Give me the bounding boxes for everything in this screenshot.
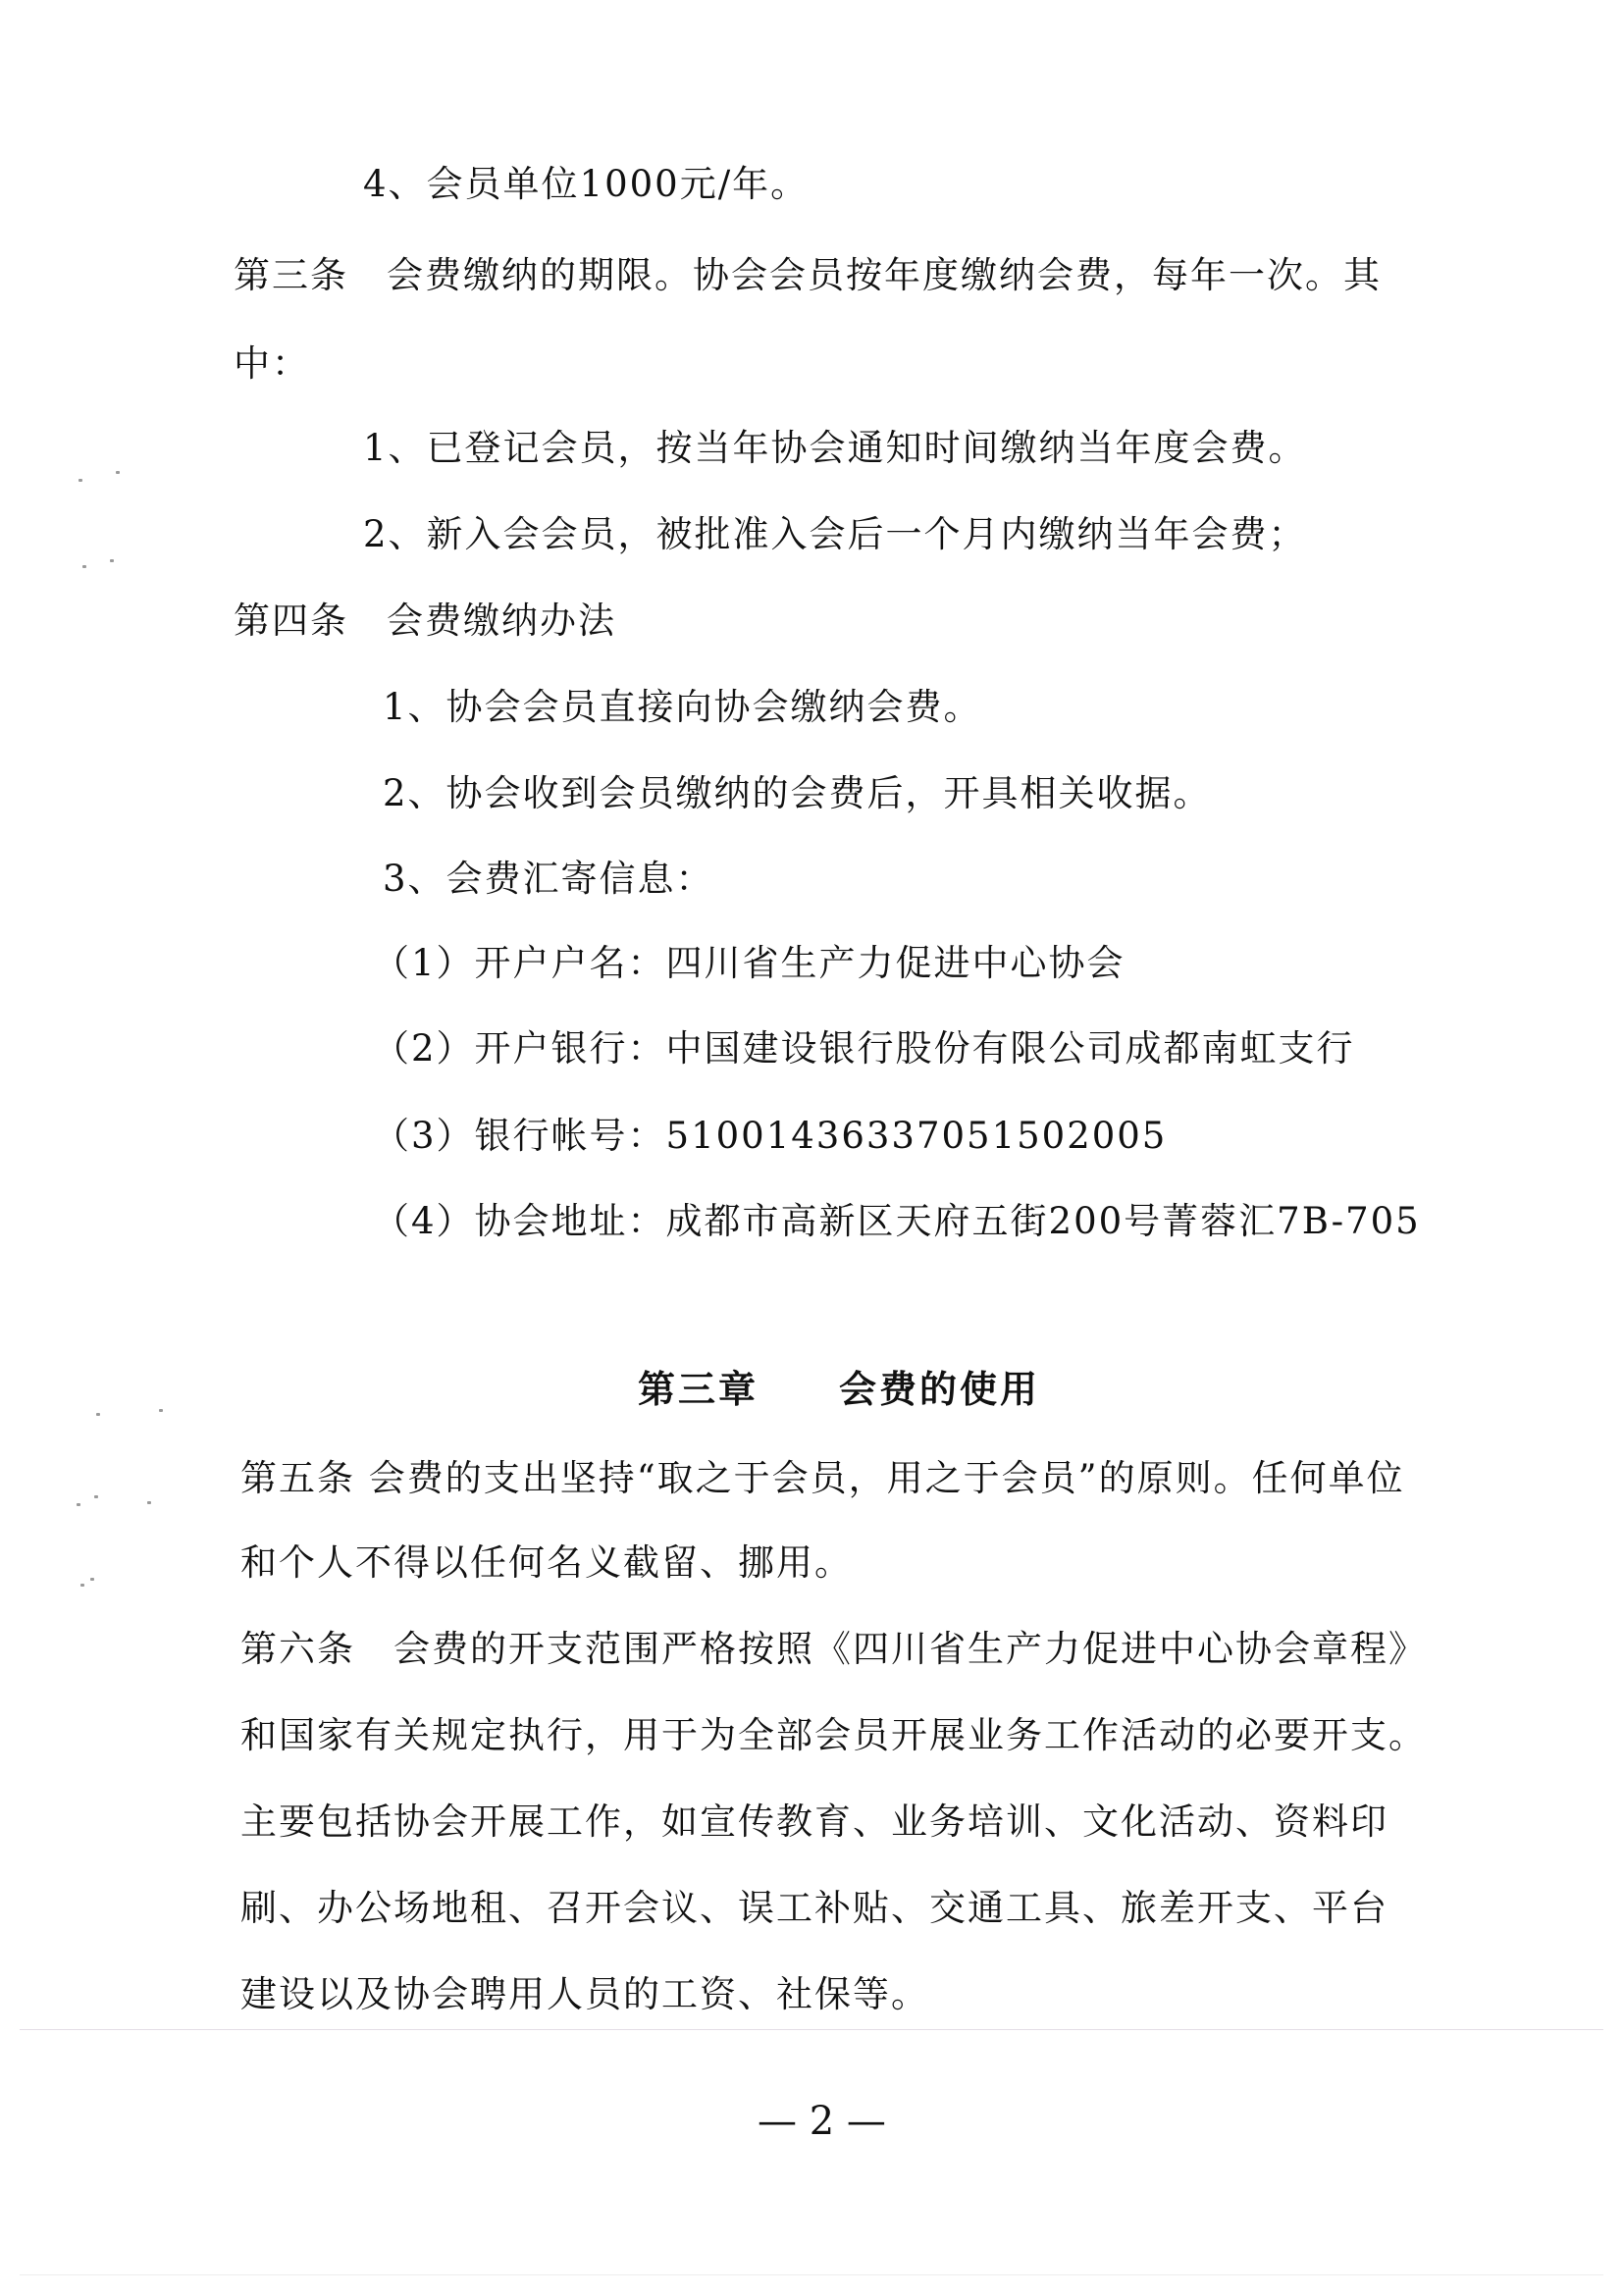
article-3-line-1: 第三条 会费缴纳的期限。协会会员按年度缴纳会费，每年一次。其 [234, 254, 1382, 296]
article-6-line-4: 刷、办公场地租、召开会议、误工补贴、交通工具、旅差开支、平台 [240, 1887, 1388, 1929]
scan-speck [79, 479, 82, 482]
scan-line [20, 2029, 1603, 2030]
article-3-item-2: 2、新入会会员，被批准入会后一个月内缴纳当年会费； [363, 513, 1307, 555]
scan-speck [159, 1409, 163, 1412]
scan-speck [90, 1578, 94, 1581]
article-4-item-3: 3、会费汇寄信息： [383, 858, 714, 900]
scan-speck [147, 1501, 151, 1504]
article-3-line-2: 中： [234, 342, 310, 385]
article-6-line-1: 第六条 会费的开支范围严格按照《四川省生产力促进中心协会章程》 [240, 1628, 1427, 1670]
article-5-line-2: 和个人不得以任何名义截留、挪用。 [240, 1541, 853, 1584]
account-bank: （2）开户银行：中国建设银行股份有限公司成都南虹支行 [373, 1027, 1355, 1070]
article-5-line-1: 第五条 会费的支出坚持“取之于会员，用之于会员”的原则。任何单位 [240, 1457, 1405, 1499]
bottom-scan-line [20, 2274, 1603, 2275]
article-4-item-1: 1、协会会员直接向协会缴纳会费。 [383, 686, 982, 728]
article-4-item-2: 2、协会收到会员缴纳的会费后，开具相关收据。 [383, 772, 1212, 814]
scan-speck [82, 565, 86, 568]
article-6-line-5: 建设以及协会聘用人员的工资、社保等。 [240, 1973, 929, 2015]
chapter-3-heading: 第三章 会费的使用 [638, 1367, 1041, 1411]
account-number: （3）银行帐号：51001436337051502005 [373, 1115, 1168, 1157]
scan-speck [77, 1503, 80, 1506]
article-6-line-3: 主要包括协会开展工作，如宣传教育、业务培训、文化活动、资料印 [240, 1800, 1388, 1843]
article-3-item-1: 1、已登记会员，按当年协会通知时间缴纳当年度会费。 [363, 427, 1307, 469]
association-address: （4）协会地址：成都市高新区天府五街200号菁蓉汇7B-705 [373, 1200, 1421, 1242]
scan-speck [110, 559, 114, 562]
article-4-title: 第四条 会费缴纳办法 [234, 600, 616, 642]
scan-speck [116, 471, 120, 474]
scan-speck [94, 1495, 98, 1498]
scan-speck [96, 1413, 100, 1416]
account-name: （1）开户户名：四川省生产力促进中心协会 [373, 942, 1126, 984]
scan-speck [80, 1584, 84, 1587]
fee-item-4: 4、会员单位1000元/年。 [363, 163, 810, 205]
page-number: — 2 — [758, 2099, 886, 2144]
article-6-line-2: 和国家有关规定执行，用于为全部会员开展业务工作活动的必要开支。 [240, 1714, 1427, 1756]
